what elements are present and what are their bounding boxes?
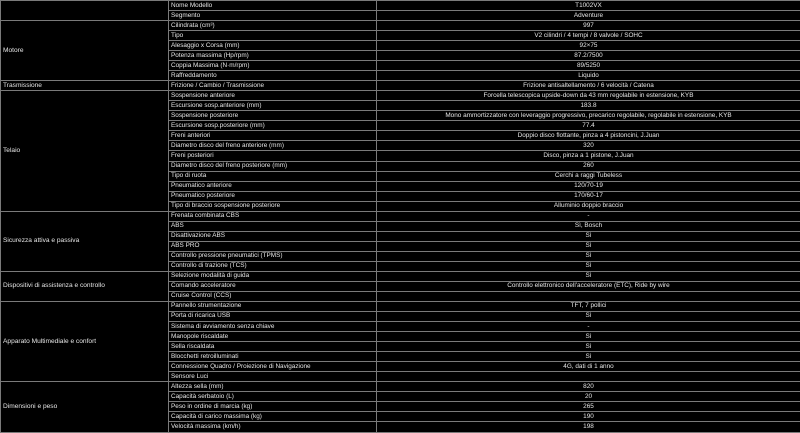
value-cell: 77.4 [377,121,800,131]
value-cell: Sì [377,261,800,271]
feature-cell: Pneumatico anteriore [169,181,377,191]
feature-cell: Coppia Massima (N·m/rpm) [169,61,377,71]
value-cell: Sì [377,241,800,251]
feature-cell: ABS [169,221,377,231]
feature-cell: Frenata combinata CBS [169,211,377,221]
feature-cell: Freni anteriori [169,131,377,141]
feature-cell: Comando acceleratore [169,281,377,291]
feature-cell: Controllo di trazione (TCS) [169,261,377,271]
value-cell: Controllo elettronico dell'acceleratore (ETC), Ride by wire [377,281,800,291]
category-cell: Sicurezza attiva e passiva [1,211,169,271]
feature-cell: Sospensione anteriore [169,91,377,101]
feature-cell: Alesaggio x Corsa (mm) [169,41,377,51]
category-cell [1,1,169,21]
feature-cell: Disattivazione ABS [169,231,377,241]
value-cell [377,291,800,301]
spec-row [1,301,800,311]
value-cell: Sì [377,352,800,362]
feature-cell: Raffreddamento [169,71,377,81]
feature-cell: Velocità massima (km/h) [169,422,377,433]
feature-cell: ABS PRO [169,241,377,251]
feature-cell: Peso in ordine di marcia (kg) [169,402,377,412]
spec-row [1,21,800,31]
category-cell: Telaio [1,91,169,211]
spec-row [1,271,800,281]
value-cell: 92×75 [377,41,800,51]
feature-cell: Sistema di avviamento senza chiave [169,322,377,332]
value-cell: - [377,211,800,221]
feature-cell: Diametro disco del freno anteriore (mm) [169,141,377,151]
value-cell: Sì [377,251,800,261]
feature-cell: Nome Modello [169,1,377,11]
feature-cell: Selezione modalità di guida [169,271,377,281]
value-cell [377,372,800,382]
feature-cell: Sospensione posteriore [169,111,377,121]
feature-cell: Blocchetti retroilluminati [169,352,377,362]
value-cell: 183.8 [377,101,800,111]
feature-cell: Manopole riscaldate [169,332,377,342]
value-cell: 87.2/7500 [377,51,800,61]
feature-cell: Potenza massima (Hp/rpm) [169,51,377,61]
value-cell: - [377,322,800,332]
feature-cell: Escursione sosp.posteriore (mm) [169,121,377,131]
value-cell: Sì [377,311,800,321]
spec-row [1,382,800,392]
value-cell: 198 [377,422,800,433]
value-cell: Frizione antisaltellamento / 6 velocità / Catena [377,81,800,91]
value-cell: 170/60-17 [377,191,800,201]
spec-row [1,91,800,101]
category-cell: Motore [1,21,169,81]
value-cell: Sì, Bosch [377,221,800,231]
value-cell: 320 [377,141,800,151]
feature-cell: Pannello strumentazione [169,301,377,311]
feature-cell: Altezza sella (mm) [169,382,377,392]
category-cell: Dimensioni e peso [1,382,169,433]
feature-cell: Tipo [169,31,377,41]
value-cell: Sì [377,271,800,281]
value-cell: Forcella telescopica upside-down da 43 mm regolabile in estensione, KYB [377,91,800,101]
feature-cell: Sella riscaldata [169,342,377,352]
feature-cell: Cruise Control (CCS) [169,291,377,301]
value-cell: Adventure [377,11,800,21]
spec-row [1,211,800,221]
value-cell: 20 [377,392,800,402]
value-cell: 260 [377,161,800,171]
value-cell: V2 cilindri / 4 tempi / 8 valvole / SOHC [377,31,800,41]
value-cell: 4G, dati di 1 anno [377,362,800,372]
spec-row [1,81,800,91]
feature-cell: Cilindrata (cm³) [169,21,377,31]
feature-cell: Porta di ricarica USB [169,311,377,321]
feature-cell: Controllo pressione pneumatici (TPMS) [169,251,377,261]
spec-row [1,1,800,11]
value-cell: Sì [377,332,800,342]
value-cell: T1002VX [377,1,800,11]
value-cell: Disco, pinza a 1 pistone, J.Juan [377,151,800,161]
spec-table-body [1,1,800,433]
value-cell: Doppio disco flottante, pinza a 4 pistoncini, J.Juan [377,131,800,141]
feature-cell: Tipo di braccio sospensione posteriore [169,201,377,211]
feature-cell: Escursione sosp.anteriore (mm) [169,101,377,111]
category-cell: Dispositivi di assistenza e controllo [1,271,169,301]
value-cell: Sì [377,342,800,352]
category-cell: Apparato Multimediale e confort [1,301,169,381]
value-cell: 820 [377,382,800,392]
value-cell: Cerchi a raggi Tubeless [377,171,800,181]
value-cell: Sì [377,231,800,241]
value-cell: 120/70-19 [377,181,800,191]
value-cell: 89/5250 [377,61,800,71]
category-cell: Trasmissione [1,81,169,91]
value-cell: Mono ammortizzatore con leveraggio progressivo, precarico regolabile, regolabile in estensione, KYB [377,111,800,121]
feature-cell: Frizione / Cambio / Trasmissione [169,81,377,91]
value-cell: Liquido [377,71,800,81]
feature-cell: Capacità serbatoio (L) [169,392,377,402]
feature-cell: Pneumatico posteriore [169,191,377,201]
value-cell: 190 [377,412,800,422]
value-cell: Alluminio doppio braccio [377,201,800,211]
feature-cell: Diametro disco del freno posteriore (mm) [169,161,377,171]
feature-cell: Connessione Quadro / Proiezione di Navigazione [169,362,377,372]
feature-cell: Freni posteriori [169,151,377,161]
value-cell: 265 [377,402,800,412]
feature-cell: Sensore Luci [169,372,377,382]
value-cell: TFT, 7 pollici [377,301,800,311]
value-cell: 997 [377,21,800,31]
feature-cell: Segmento [169,11,377,21]
feature-cell: Tipo di ruota [169,171,377,181]
feature-cell: Capacità di carico massima (kg) [169,412,377,422]
